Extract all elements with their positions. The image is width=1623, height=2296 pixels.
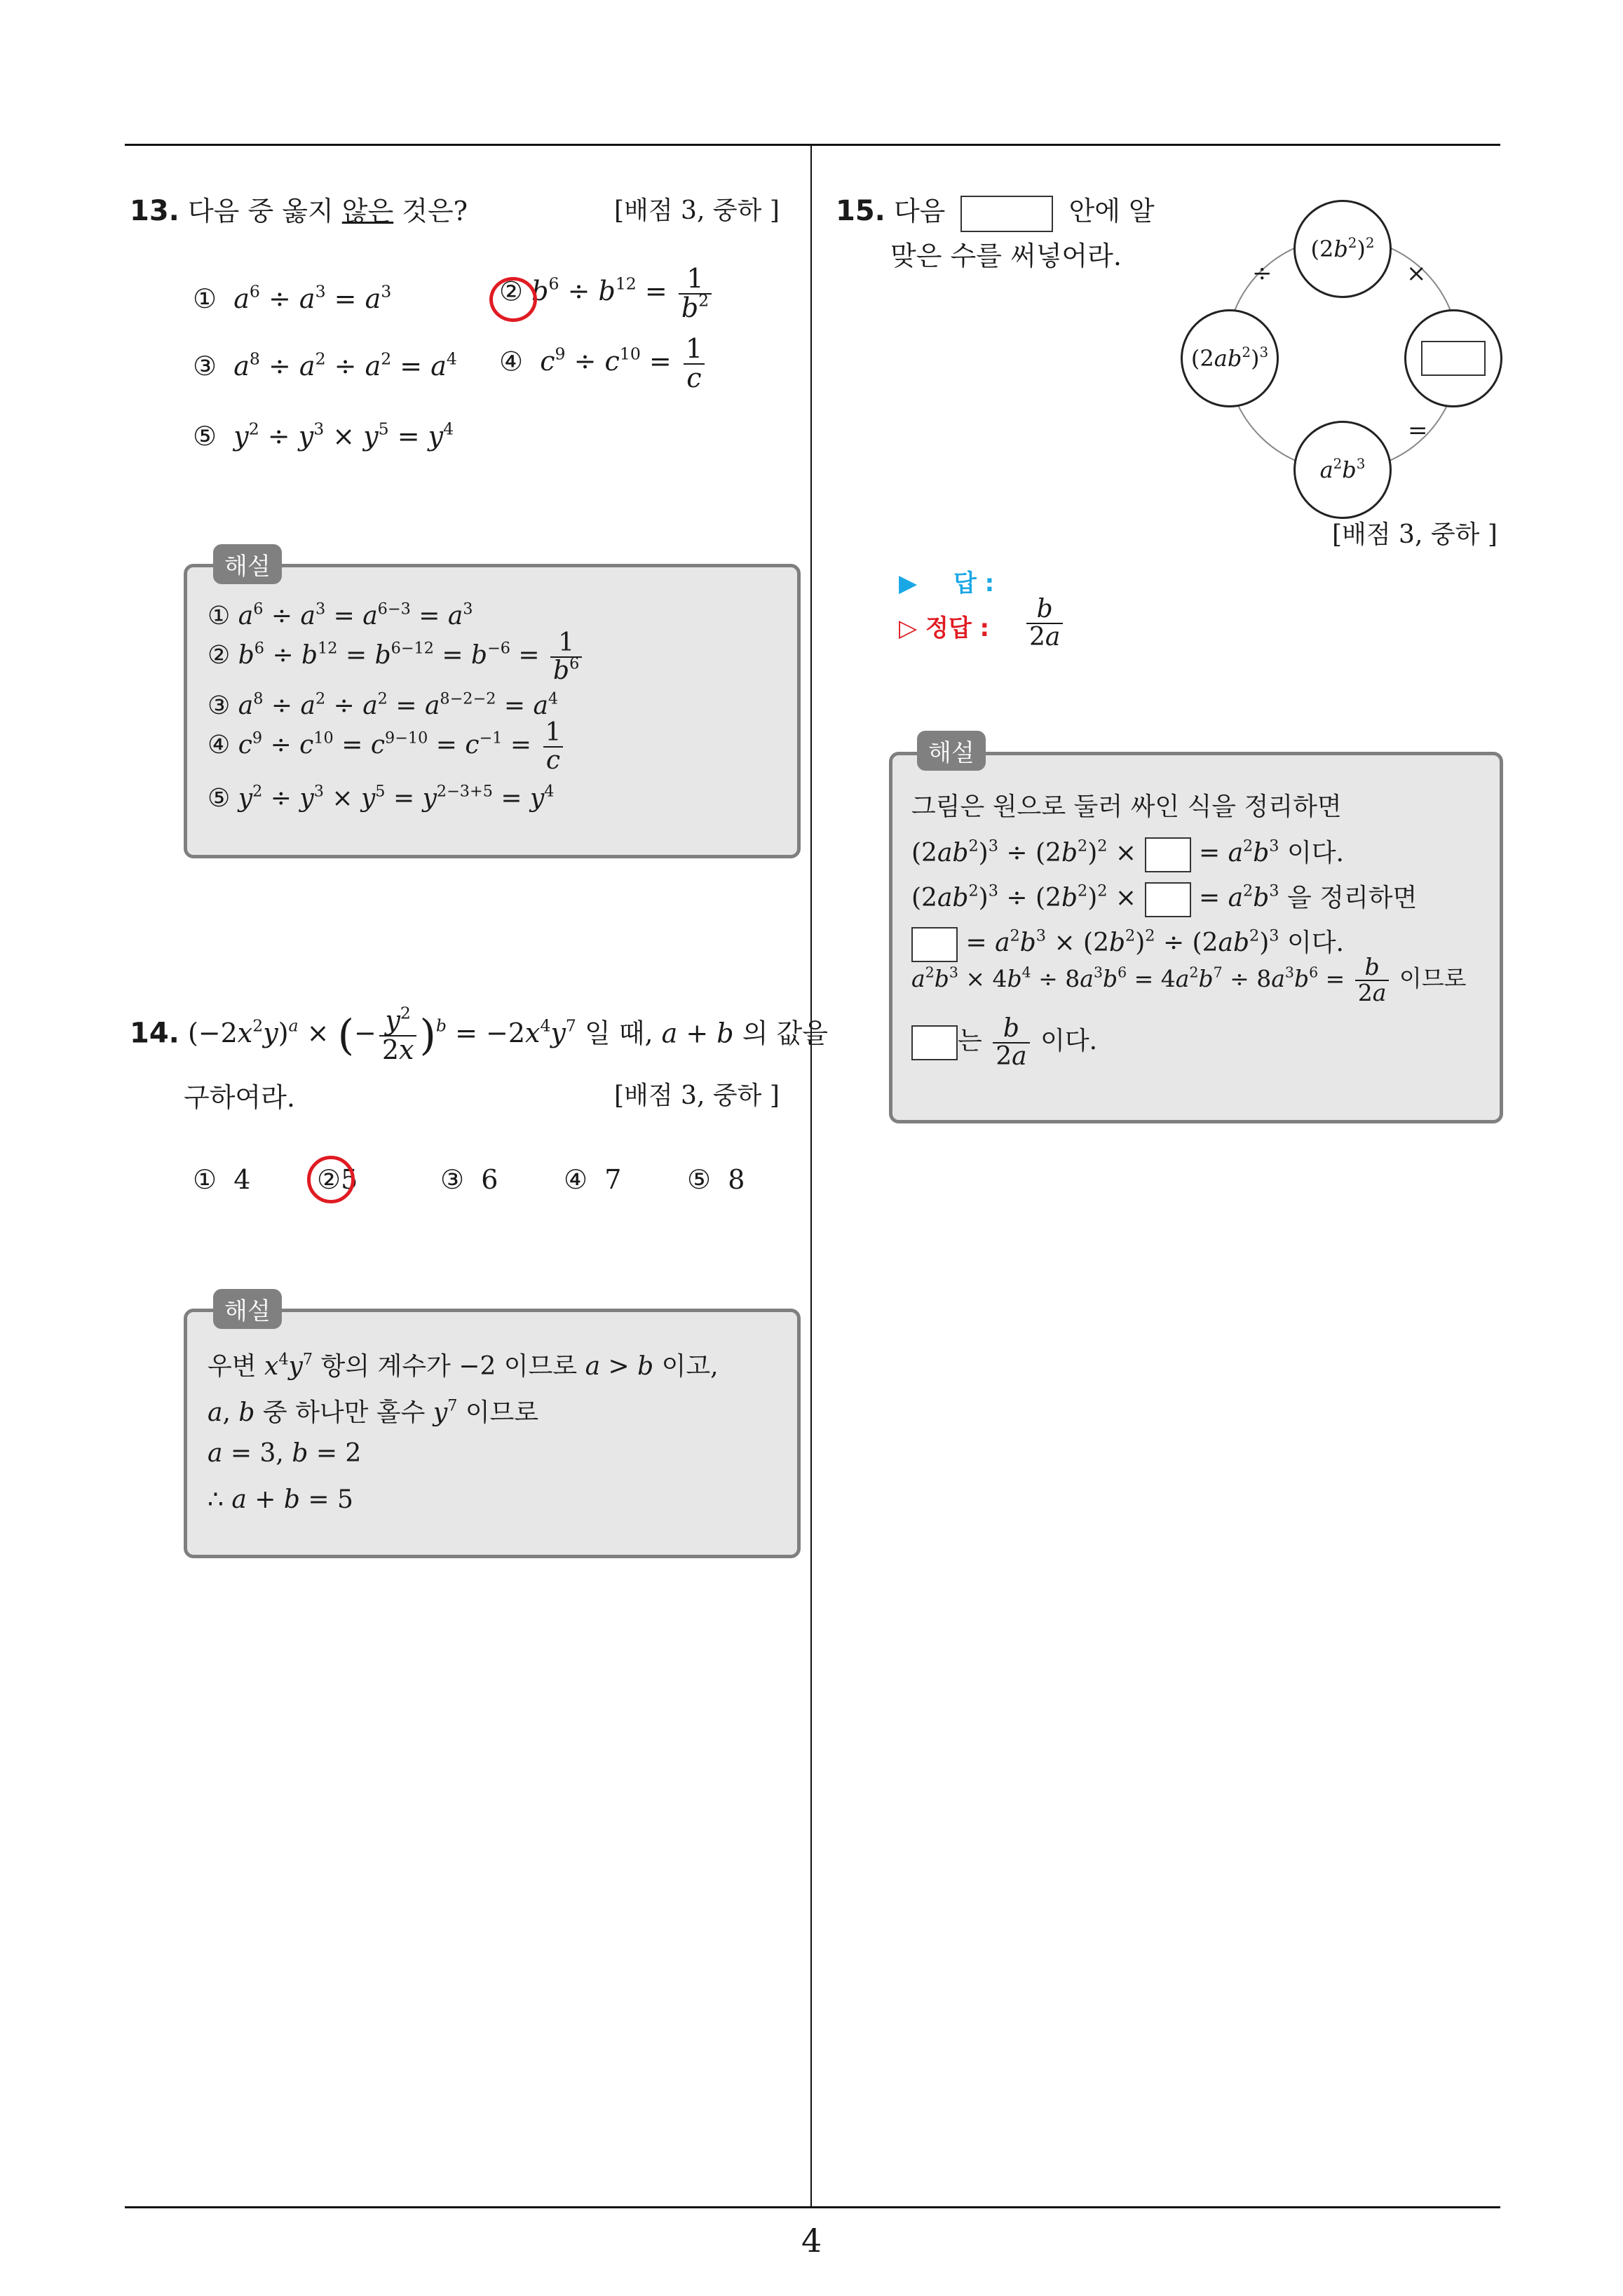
q13-number: 13.: [130, 195, 179, 227]
q13-answer-mark: [489, 277, 537, 322]
q15-node-right: [1404, 309, 1502, 407]
q15-correct-row: ▷ 정답 :: [899, 614, 990, 642]
q14-answer-mark: [307, 1156, 355, 1203]
q13-solution-line-5: ⑤ $y^2 \div y^3 \times y^5 = y^{2-3+5} = y^4$: [208, 782, 555, 813]
correct-arrow-icon: ▷: [899, 614, 918, 642]
q15-prompt-line-2: 맞은 수를 써넣어라.: [890, 241, 1122, 271]
q14-solution-tag: 해설: [213, 1289, 282, 1329]
q13-score: [배점 3, 중하 ]: [614, 196, 780, 225]
q14-solution-line-4: ∴ a + b = 5: [208, 1485, 353, 1514]
q14-score: [배점 3, 중하 ]: [614, 1081, 780, 1110]
q15-solution-tag: 해설: [917, 731, 986, 771]
q15-solution-line-1: 그림은 원으로 둘러 싸인 식을 정리하면: [911, 792, 1342, 821]
column-divider: [810, 144, 812, 2208]
q13-option-2[interactable]: ② $b^6 \div b^{12}$ = $\frac{1}{b^2}$: [499, 265, 714, 323]
q14-number: 14.: [130, 1017, 179, 1050]
q15-node-left: $(2ab^2)^3$: [1181, 309, 1279, 407]
q15-prompt: 15. 다음 안에 알: [836, 189, 1155, 232]
q13-option-3[interactable]: ③ $a^8 \div a^2 \div a^2 = a^4$: [193, 349, 457, 381]
q13-solution-line-1: ① $a^6 \div a^3 = a^{6-3} = a^3$: [208, 600, 473, 630]
q15-solution-line-6: 는 $\frac{b}{2a}$ 이다.: [911, 1015, 1097, 1070]
q14-option-4[interactable]: ④ 7: [564, 1164, 622, 1195]
q13-solution-line-4: ④ $c^9 \div c^{10} = c^{9-10} = c^{-1}$ = $\frac{1}{c}$: [208, 720, 566, 774]
top-rule: [125, 144, 1500, 146]
q15-correct-value: $\frac{b}{2a}$: [1024, 596, 1066, 651]
q15-op-equals: =: [1408, 417, 1428, 445]
q14-solution-line-1: 우변 $x^4y^7$ 항의 계수가 −2 이므로 a > b 이고,: [208, 1350, 719, 1381]
q14-prompt: 14. $(-2x^2y)^a$ × (− $\frac{y^2}{2x}$ )$^b = -2x^4y^7$ 일 때, a + b 의 값을: [130, 1003, 828, 1065]
q15-solution-line-3: $(2ab^2)^3 \div (2b^2)^2$ × = $a^2b^3$ 을 정리하면: [911, 878, 1417, 917]
q15-node-top: $(2b^2)^2$: [1293, 200, 1392, 298]
q14-prompt-line-2: 구하여라.: [184, 1082, 295, 1113]
q14-option-1[interactable]: ① 4: [193, 1164, 251, 1195]
q15-score: [배점 3, 중하 ]: [1332, 520, 1498, 549]
page-number: 4: [801, 2222, 822, 2260]
q15-solution-line-2: $(2ab^2)^3 \div (2b^2)^2$ × = $a^2b^3$ 이다.: [911, 833, 1344, 872]
q15-solution-line-4: = $a^2b^3 \times (2b^2)^2 \div (2ab^2)^3$ 이다.: [911, 923, 1344, 962]
q15-op-times: ×: [1406, 259, 1427, 288]
q13-option-5[interactable]: ⑤ $y^2 \div y^3 \times y^5 = y^4$: [193, 419, 454, 452]
q15-node-blank: [1421, 341, 1486, 376]
q15-blank-box: [960, 196, 1053, 232]
bottom-rule: [125, 2206, 1500, 2208]
q15-solution-line-5: $a^2b^3 \times 4b^4 \div 8a^3b^6 = 4a^2b^7 \div 8a^3b^6$ = $\frac{b}{2a}$ 이므로: [911, 953, 1467, 1006]
q15-number: 15.: [836, 195, 885, 227]
q13-prompt: 13. 다음 중 옳지 않은 것은?: [130, 195, 468, 227]
q15-op-divide: ÷: [1252, 259, 1272, 288]
q15-node-bottom: $a^2b^3$: [1293, 421, 1392, 519]
q13-option-4[interactable]: ④ $c^9 \div c^{10}$ = $\frac{1}{c}$: [499, 335, 708, 393]
answer-arrow-icon: ▶: [899, 569, 918, 597]
q14-solution-line-2: a, b 중 하나만 홀수 $y^7$ 이므로: [208, 1396, 539, 1427]
q13-option-1[interactable]: ① $a^6 \div a^3 = a^3$: [193, 281, 392, 314]
q13-solution-line-3: ③ $a^8 \div a^2 \div a^2 = a^{8-2-2} = a^4$: [208, 689, 559, 720]
q14-option-2[interactable]: ②5: [317, 1164, 358, 1195]
q15-answer-row: ▶ 답 :: [899, 569, 995, 597]
q14-solution-line-3: a = 3, b = 2: [208, 1439, 362, 1468]
q13-solution-tag: 해설: [213, 544, 282, 584]
q13-solution-line-2: ② $b^6 \div b^{12} = b^{6-12} = b^{-6}$ = $\frac{1}{b^6}$: [208, 630, 585, 684]
q14-option-3[interactable]: ③ 6: [440, 1164, 498, 1195]
q14-option-5[interactable]: ⑤ 8: [687, 1164, 745, 1195]
